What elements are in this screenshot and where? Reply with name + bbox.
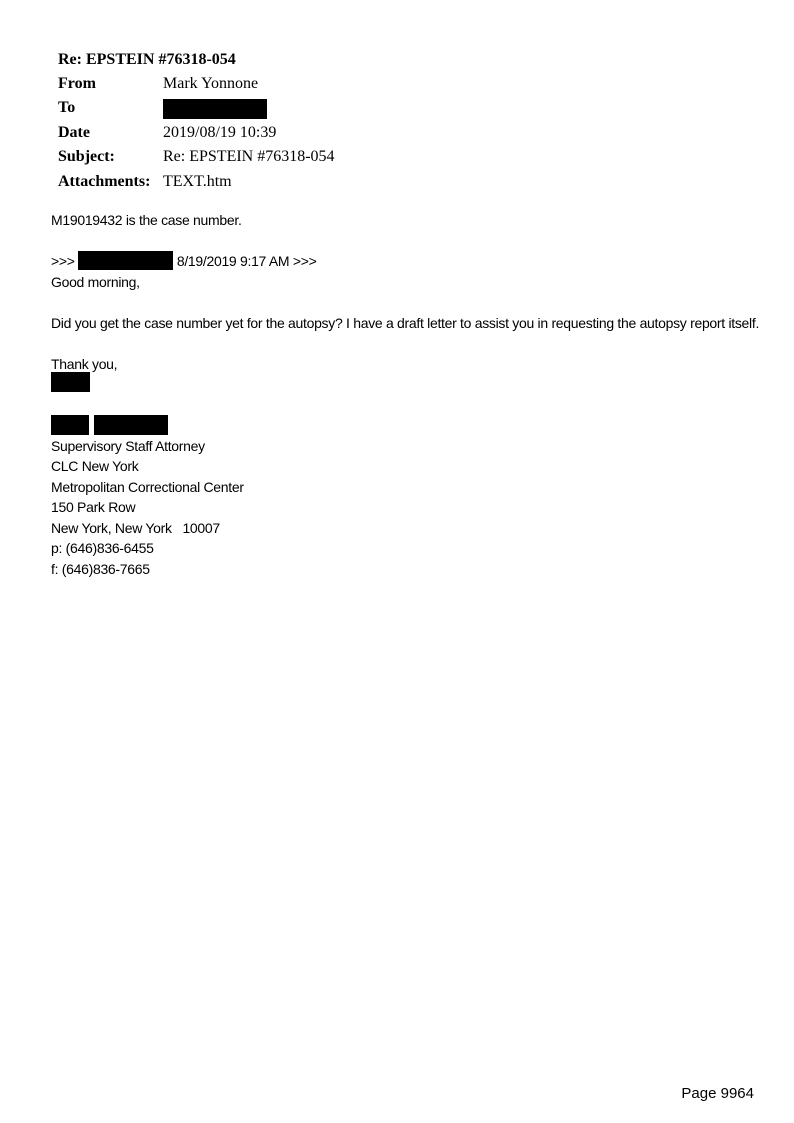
- attachments-label: Attachments:: [58, 172, 151, 190]
- to-label: To: [58, 99, 76, 117]
- date-label: Date: [58, 123, 90, 141]
- signature-facility: Metropolitan Correctional Center: [51, 478, 244, 495]
- to-row: [58, 96, 335, 120]
- signer-full-name-row: [51, 415, 761, 436]
- signer-first-name-row: [51, 374, 761, 395]
- sender-redaction: [78, 251, 173, 270]
- date-row: [58, 121, 335, 145]
- attachments-row: [58, 170, 335, 194]
- signer-name-redaction-2: [94, 415, 168, 435]
- signature-street: 150 Park Row: [51, 499, 136, 515]
- signature-office: CLC New York: [51, 458, 139, 474]
- greeting-line: Good morning,: [51, 273, 140, 290]
- from-label: From: [58, 75, 96, 92]
- signature-city: New York, New York 10007: [51, 519, 220, 536]
- signature-fax: f: (646)836-7665: [51, 560, 150, 577]
- quote-prefix: >>>: [51, 253, 75, 269]
- message-paragraph: Did you get the case number yet for the autopsy? I have a draft letter to assist you in requesting the autopsy report itself.: [51, 314, 760, 331]
- spacer: [51, 292, 761, 313]
- signature-phone: p: (646)836-6455: [51, 540, 154, 556]
- quote-header-line: [51, 251, 761, 272]
- spacer: [51, 231, 761, 252]
- page-number: Page 9964: [681, 1085, 754, 1102]
- to-redaction: [163, 99, 267, 119]
- email-header: [58, 48, 335, 194]
- attachments-value[interactable]: TEXT.htm: [163, 172, 232, 190]
- email-title: Re: EPSTEIN #76318-054: [58, 51, 236, 68]
- from-row: [58, 72, 335, 96]
- subject-row: [58, 145, 335, 169]
- case-number-line: M19019432 is the case number.: [51, 212, 242, 228]
- date-value: 2019/08/19 10:39: [163, 123, 277, 141]
- spacer: [51, 333, 761, 354]
- subject-value: Re: EPSTEIN #76318-054: [163, 148, 335, 166]
- signer-first-name-redaction: [51, 372, 90, 392]
- email-body: [51, 210, 761, 579]
- from-value: Mark Yonnone: [163, 75, 259, 92]
- thanks-line: Thank you,: [51, 355, 118, 372]
- quote-suffix: 8/19/2019 9:17 AM >>>: [176, 253, 317, 269]
- subject-label: Subject:: [58, 148, 115, 166]
- spacer: [51, 395, 761, 416]
- signature-title: Supervisory Staff Attorney: [51, 437, 205, 454]
- signer-name-redaction-1: [51, 415, 89, 435]
